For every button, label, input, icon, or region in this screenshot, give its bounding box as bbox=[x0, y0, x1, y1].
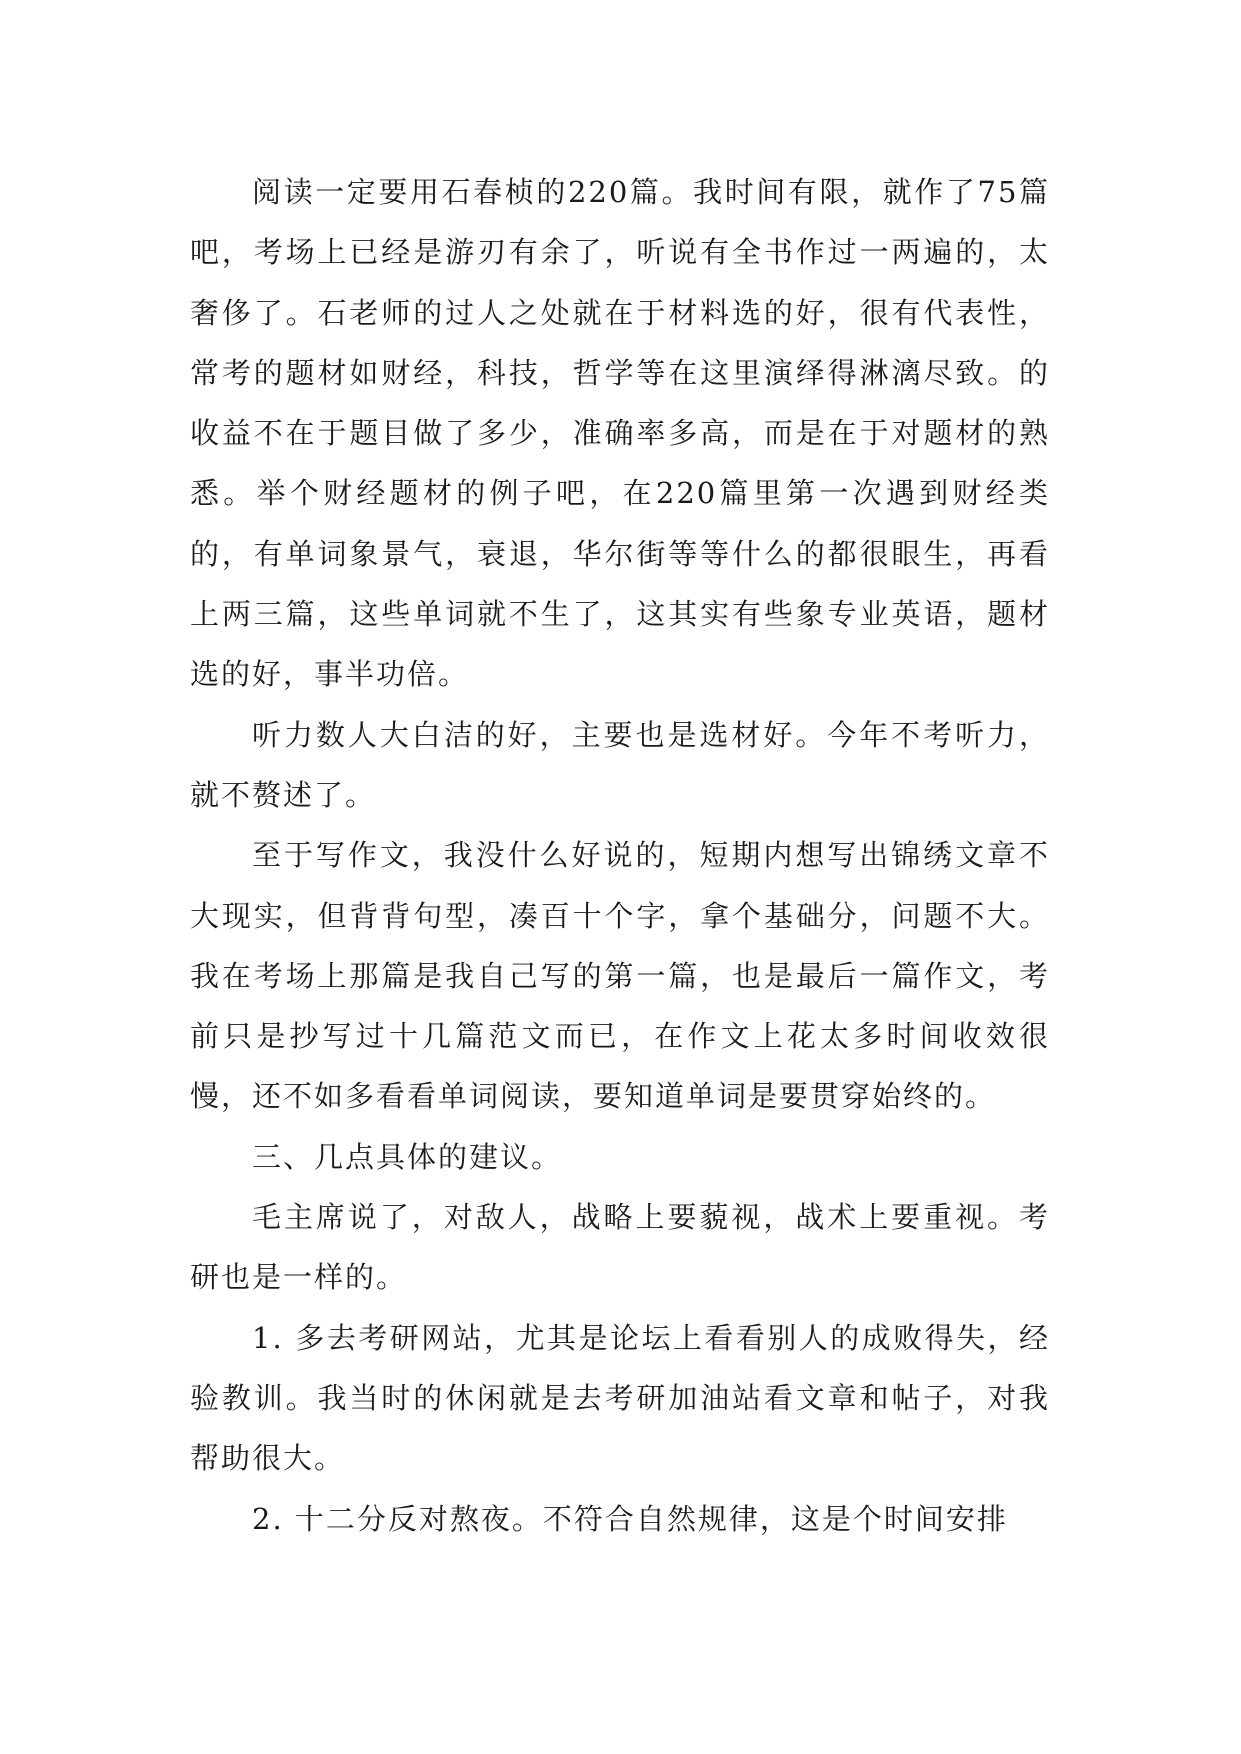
paragraph-strategy-quote: 毛主席说了，对敌人，战略上要藐视，战术上要重视。考研也是一样的。 bbox=[190, 1200, 1050, 1295]
document-body bbox=[190, 162, 1050, 1549]
paragraph-writing-advice: 至于写作文，我没什么好说的，短期内想写出锦绣文章不大现实，但背背句型，凑百十个字，拿个基础分，问题不大。我在考场上那篇是我自己写的第一篇，也是最后一篇作文，考前只是抄写过十几篇范文而已，在作文上花太多时间收效很慢，还不如多看看单词阅读，要知道单词是要贯穿始终的。 bbox=[190, 838, 1050, 1114]
section-heading-suggestions: 三、几点具体的建议。 bbox=[252, 1139, 563, 1174]
paragraph-reading-advice: 阅读一定要用石春桢的220篇。我时间有限，就作了75篇吧，考场上已经是游刃有余了，听说有全书作过一两遍的，太奢侈了。石老师的过人之处就在于材料选的好，很有代表性，常考的题材如财经，科技，哲学等在这里演绎得淋漓尽致。的收益不在于题目做了多少，准确率多高，而是在于对题材的熟悉。举个财经题材的例子吧，在220篇里第一次遇到财经类的，有单词象景气，衰退，华尔街等等什么的都很眼生，再看上两三篇，这些单词就不生了，这其实有些象专业英语，题材选的好，事半功倍。 bbox=[190, 175, 1050, 692]
list-item-1-visit-forums: 1. 多去考研网站，尤其是论坛上看看别人的成败得失，经验教训。我当时的休闲就是去考研加油站看文章和帖子，对我帮助很大。 bbox=[190, 1320, 1050, 1476]
list-item-2-no-late-nights: 2. 十二分反对熬夜。不符合自然规律，这是个时间安排 bbox=[252, 1501, 1008, 1536]
paragraph-listening-advice: 听力数人大白洁的好，主要也是选材好。今年不考听力，就不赘述了。 bbox=[190, 717, 1050, 812]
